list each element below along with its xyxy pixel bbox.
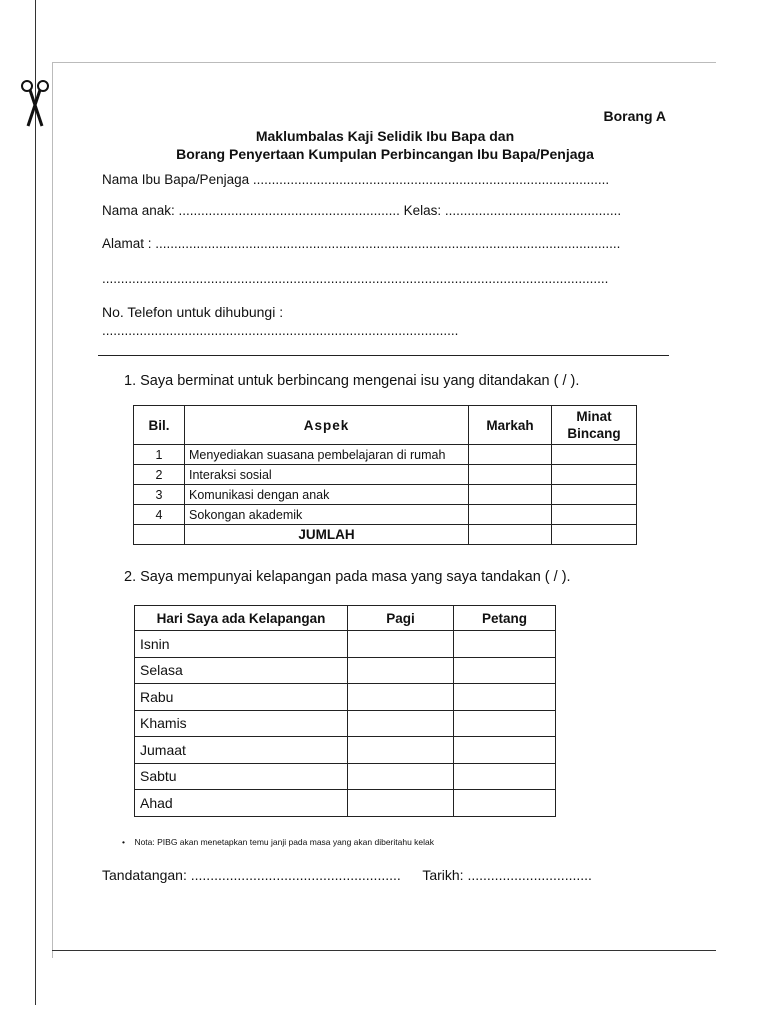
form-code: Borang A	[603, 108, 666, 124]
evening-cell[interactable]	[454, 737, 556, 764]
evening-cell[interactable]	[454, 657, 556, 684]
day-label: Ahad	[135, 790, 348, 817]
row-aspect: Sokongan akademik	[185, 505, 469, 525]
interest-table	[133, 405, 637, 545]
table-row	[135, 737, 556, 764]
col-markah: Markah	[469, 406, 552, 445]
markah-cell[interactable]	[469, 485, 552, 505]
question-2: 2. Saya mempunyai kelapangan pada masa yang saya tandakan ( / ).	[124, 569, 571, 585]
table-row	[135, 684, 556, 711]
row-number: 4	[134, 505, 185, 525]
day-label: Sabtu	[135, 763, 348, 790]
date-field[interactable]: Tarikh: ................................	[422, 867, 592, 883]
note	[122, 837, 434, 847]
minat-cell[interactable]	[552, 465, 637, 485]
question-1: 1. Saya berminat untuk berbincang mengenai isu yang ditandakan ( / ).	[124, 373, 580, 389]
evening-cell[interactable]	[454, 790, 556, 817]
table-row	[134, 465, 637, 485]
page-border-top	[52, 62, 716, 63]
child-name-field[interactable]: Nama anak: ........................................................... Kelas: ...............................................	[102, 203, 622, 218]
evening-cell[interactable]	[454, 631, 556, 658]
morning-cell[interactable]	[348, 763, 454, 790]
phone-label: No. Telefon untuk dihubungi :	[102, 304, 284, 320]
row-aspect: Menyediakan suasana pembelajaran di rumah	[185, 445, 469, 465]
morning-cell[interactable]	[348, 710, 454, 737]
table-row	[135, 790, 556, 817]
signature-row	[102, 867, 592, 883]
morning-cell[interactable]	[348, 790, 454, 817]
col-bil: Bil.	[134, 406, 185, 445]
minat-cell[interactable]	[552, 485, 637, 505]
bullet-icon: •	[122, 837, 135, 847]
day-label: Isnin	[135, 631, 348, 658]
row-aspect: Komunikasi dengan anak	[185, 485, 469, 505]
form-subtitle: Borang Penyertaan Kumpulan Perbincangan Ibu Bapa/Penjaga	[176, 146, 594, 162]
col-aspek: Aspek	[185, 406, 469, 445]
table-row	[134, 485, 637, 505]
table-row	[135, 657, 556, 684]
markah-cell[interactable]	[469, 465, 552, 485]
total-markah-cell[interactable]	[469, 525, 552, 545]
morning-cell[interactable]	[348, 631, 454, 658]
form-title: Maklumbalas Kaji Selidik Ibu Bapa dan	[255, 128, 515, 144]
markah-cell[interactable]	[469, 445, 552, 465]
parent-name-field[interactable]: Nama Ibu Bapa/Penjaga ...............................................................................................	[102, 172, 610, 187]
minat-cell[interactable]	[552, 505, 637, 525]
availability-table	[134, 605, 556, 817]
page-border-bottom	[52, 950, 716, 951]
day-label: Jumaat	[135, 737, 348, 764]
table-row	[135, 631, 556, 658]
cut-line	[35, 0, 36, 1005]
address-continued-field[interactable]: .......................................................................................................................................	[102, 271, 609, 286]
address-field[interactable]: Alamat : ............................................................................................................................	[102, 236, 621, 251]
col-morning: Pagi	[348, 606, 454, 631]
section-divider	[98, 355, 669, 356]
row-number: 2	[134, 465, 185, 485]
total-minat-cell[interactable]	[552, 525, 637, 545]
scissors-icon	[18, 78, 52, 130]
total-label: JUMLAH	[185, 525, 469, 545]
col-minat: Minat Bincang	[552, 406, 637, 445]
day-label: Rabu	[135, 684, 348, 711]
markah-cell[interactable]	[469, 505, 552, 525]
row-number: 1	[134, 445, 185, 465]
row-number: 3	[134, 485, 185, 505]
col-evening: Petang	[454, 606, 556, 631]
col-day: Hari Saya ada Kelapangan	[135, 606, 348, 631]
total-row	[134, 525, 637, 545]
table-row	[135, 710, 556, 737]
total-empty-cell	[134, 525, 185, 545]
minat-cell[interactable]	[552, 445, 637, 465]
note-text: Nota: PIBG akan menetapkan temu janji pada masa yang akan diberitahu kelak	[134, 837, 435, 847]
evening-cell[interactable]	[454, 710, 556, 737]
page-border-left	[52, 62, 53, 958]
table-row	[134, 505, 637, 525]
day-label: Selasa	[135, 657, 348, 684]
table-row	[135, 763, 556, 790]
phone-field[interactable]: ...............................................................................................	[102, 323, 459, 338]
evening-cell[interactable]	[454, 684, 556, 711]
row-aspect: Interaksi sosial	[185, 465, 469, 485]
day-label: Khamis	[135, 710, 348, 737]
evening-cell[interactable]	[454, 763, 556, 790]
signature-field[interactable]: Tandatangan: ......................................................	[102, 867, 401, 883]
morning-cell[interactable]	[348, 657, 454, 684]
morning-cell[interactable]	[348, 684, 454, 711]
morning-cell[interactable]	[348, 737, 454, 764]
table-row	[134, 445, 637, 465]
